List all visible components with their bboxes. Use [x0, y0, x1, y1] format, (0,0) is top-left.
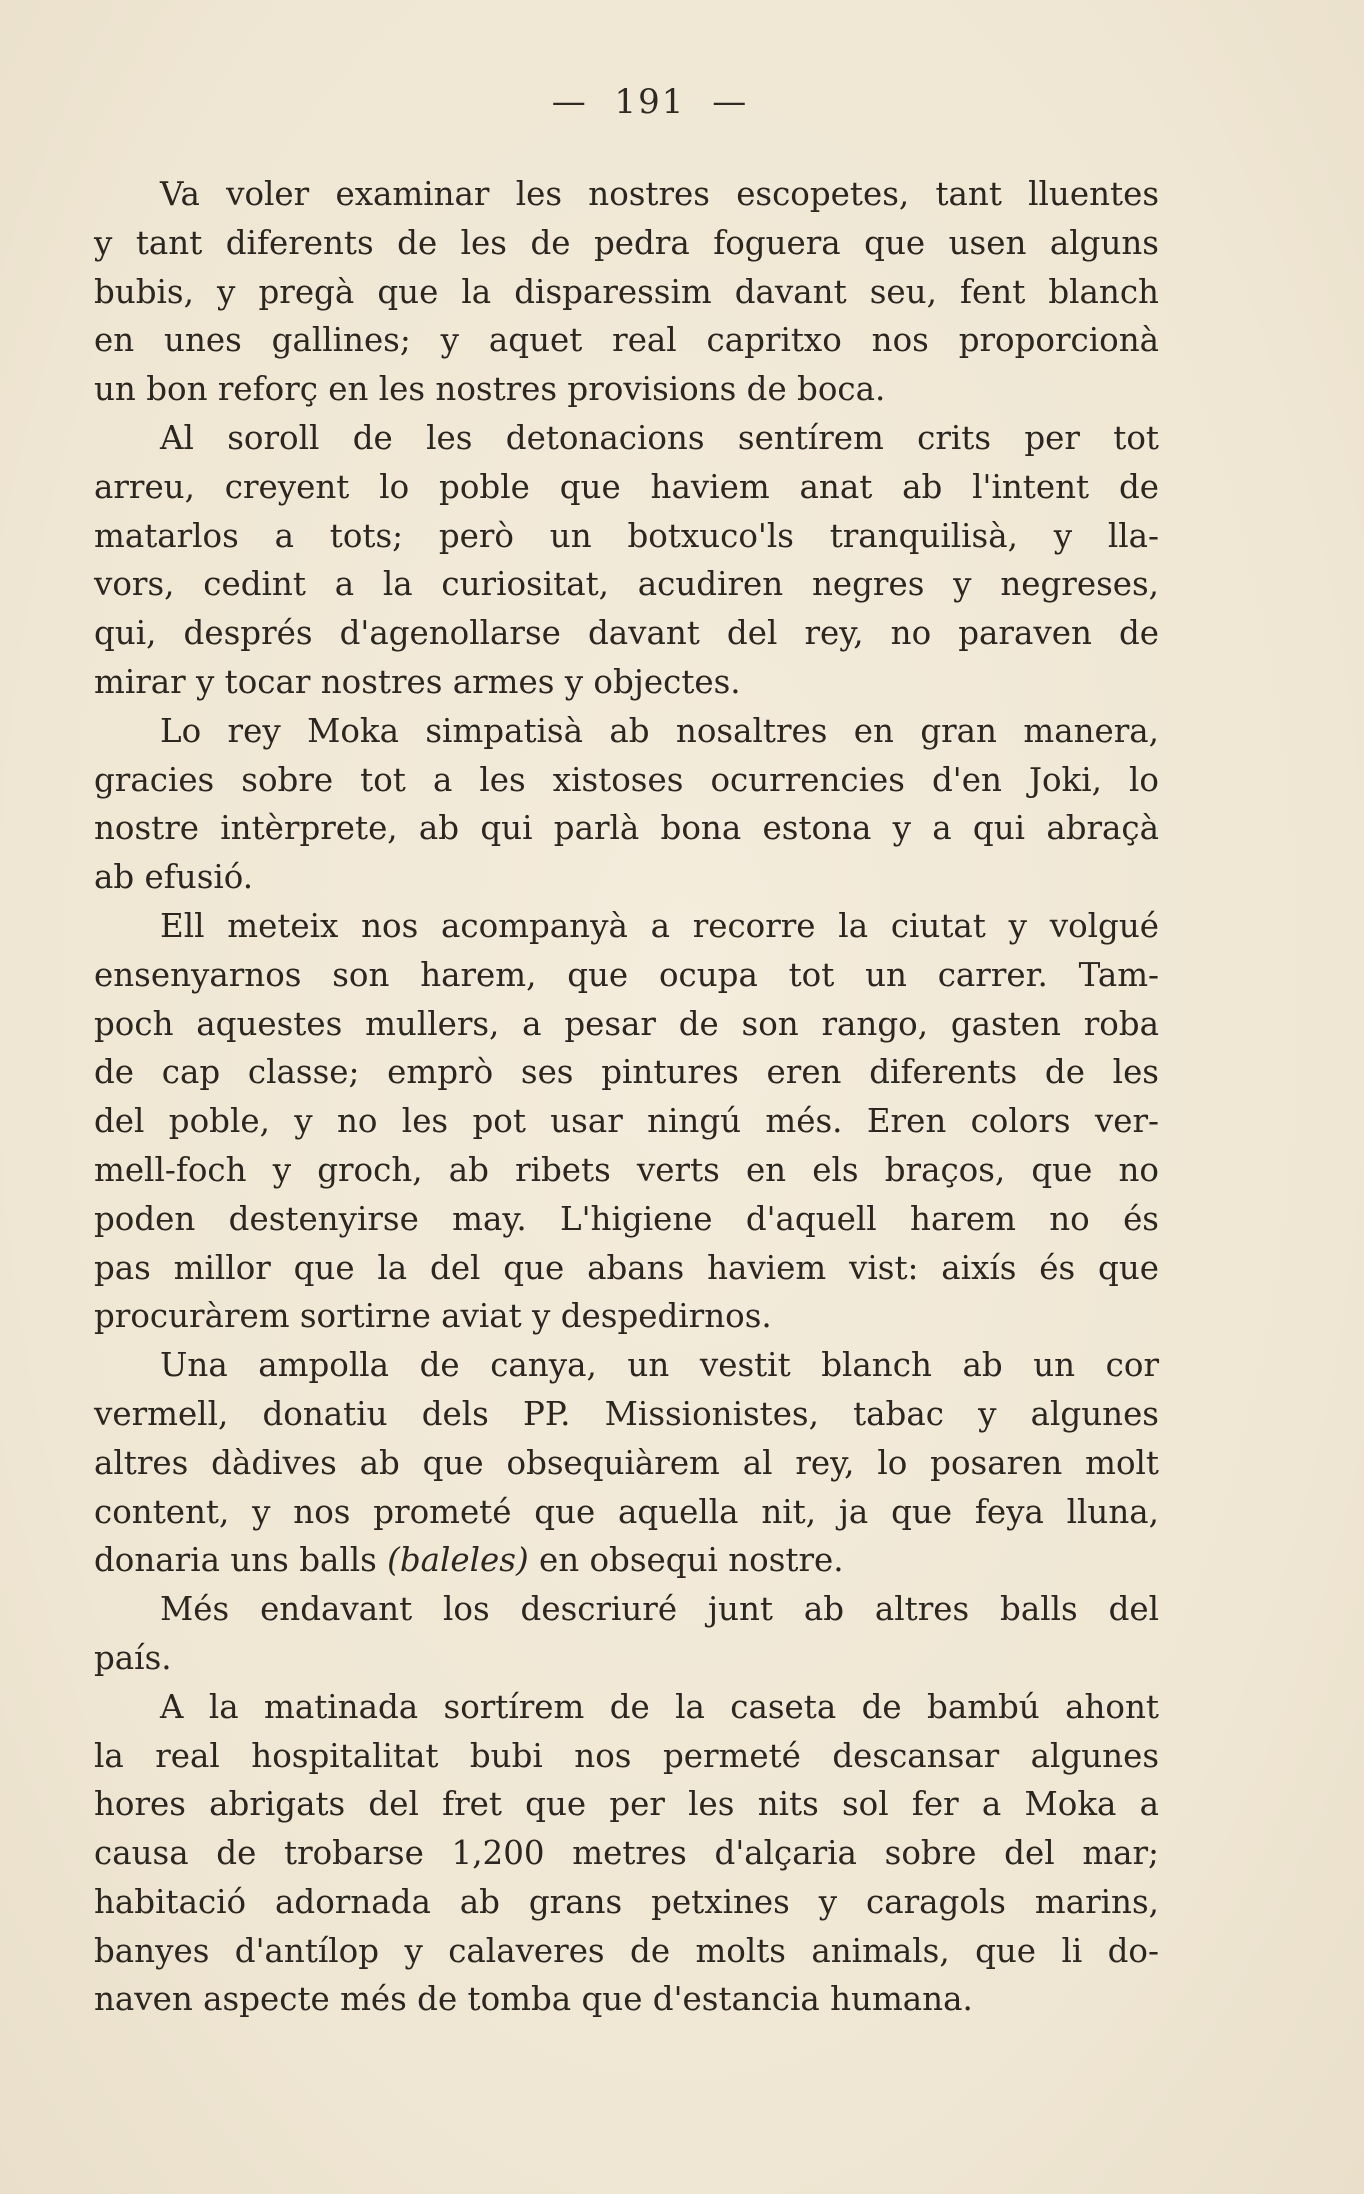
text-line: vermell, donatiu dels PP. Missionistes, tabac y algunes — [94, 1394, 1159, 1433]
text-line: mell-foch y groch, ab ribets verts en els braços, que no — [94, 1150, 1159, 1189]
text-line: la real hospitalitat bubi nos permeté descansar algunes — [94, 1736, 1159, 1775]
text-line: arreu, creyent lo poble que haviem anat ab l'intent de — [94, 467, 1159, 506]
page-number-header — [0, 82, 1300, 122]
text-line: bubis, y pregà que la disparessim davant seu, fent blanch — [94, 272, 1159, 311]
text-line: habitació adornada ab grans petxines y caragols marins, — [94, 1882, 1159, 1921]
text-line: naven aspecte més de tomba que d'estancia humana. — [94, 1980, 973, 2019]
text-line: content, y nos prometé que aquella nit, ja que feya lluna, — [94, 1492, 1159, 1531]
italic-term: (baleles) — [387, 1541, 529, 1580]
text-line: Ell meteix nos acompanyà a recorre la ciutat y volgué — [160, 906, 1159, 945]
text-line: ensenyarnos son harem, que ocupa tot un carrer. Tam- — [94, 955, 1159, 994]
body-text — [94, 170, 1159, 2024]
left-dash: — — [551, 82, 588, 122]
text-line: ab efusió. — [94, 858, 254, 897]
text-line: y tant diferents de les de pedra foguera que usen alguns — [94, 223, 1159, 262]
text-line: altres dàdives ab que obsequiàrem al rey, lo posaren molt — [94, 1443, 1159, 1482]
text-line: Al soroll de les detonacions sentírem crits per tot — [160, 418, 1159, 457]
text-line: matarlos a tots; però un botxuco'ls tranquilisà, y lla- — [94, 516, 1159, 555]
text-line: Lo rey Moka simpatisà ab nosaltres en gran manera, — [160, 711, 1159, 750]
text-line: poch aquestes mullers, a pesar de son rango, gasten roba — [94, 1004, 1159, 1043]
page-number: 191 — [614, 82, 686, 122]
text-line: poden destenyirse may. L'higiene d'aquell harem no és — [94, 1199, 1159, 1238]
text-line: procuràrem sortirne aviat y despedirnos. — [94, 1297, 772, 1336]
text-line: qui, després d'agenollarse davant del rey, no paraven de — [94, 614, 1159, 653]
text-line: hores abrigats del fret que per les nits sol fer a Moka a — [94, 1785, 1159, 1824]
text-line: en unes gallines; y aquet real capritxo nos proporcionà — [94, 321, 1159, 360]
text-line: banyes d'antílop y calaveres de molts animals, que li do- — [94, 1931, 1159, 1970]
text-line: un bon reforç en les nostres provisions de boca. — [94, 370, 886, 409]
text-line: mirar y tocar nostres armes y objectes. — [94, 662, 741, 701]
text-line: nostre intèrprete, ab qui parlà bona estona y a qui abraçà — [94, 809, 1159, 848]
text-line: del poble, y no les pot usar ningú més. Eren colors ver- — [94, 1102, 1159, 1141]
text-line: vors, cedint a la curiositat, acudiren negres y negreses, — [94, 565, 1159, 604]
text-line: Més endavant los descriuré junt ab altres balls del — [160, 1590, 1159, 1629]
text-line: Va voler examinar les nostres escopetes, tant lluentes — [160, 175, 1159, 213]
text-line: Una ampolla de canya, un vestit blanch ab un cor — [160, 1346, 1159, 1385]
text-line: A la matinada sortírem de la caseta de bambú ahont — [160, 1687, 1159, 1726]
text-line: gracies sobre tot a les xistoses ocurrencies d'en Joki, lo — [94, 760, 1159, 799]
text-line: de cap classe; emprò ses pintures eren diferents de les — [94, 1053, 1159, 1092]
text-line: pas millor que la del que abans haviem vist: aixís és que — [94, 1248, 1159, 1287]
text-line: país. — [94, 1638, 172, 1677]
right-dash: — — [712, 82, 749, 122]
text-line: donaria uns balls (baleles) en obsequi nostre. — [94, 1541, 844, 1580]
text-line: causa de trobarse 1,200 metres d'alçaria sobre del mar; — [94, 1834, 1159, 1873]
